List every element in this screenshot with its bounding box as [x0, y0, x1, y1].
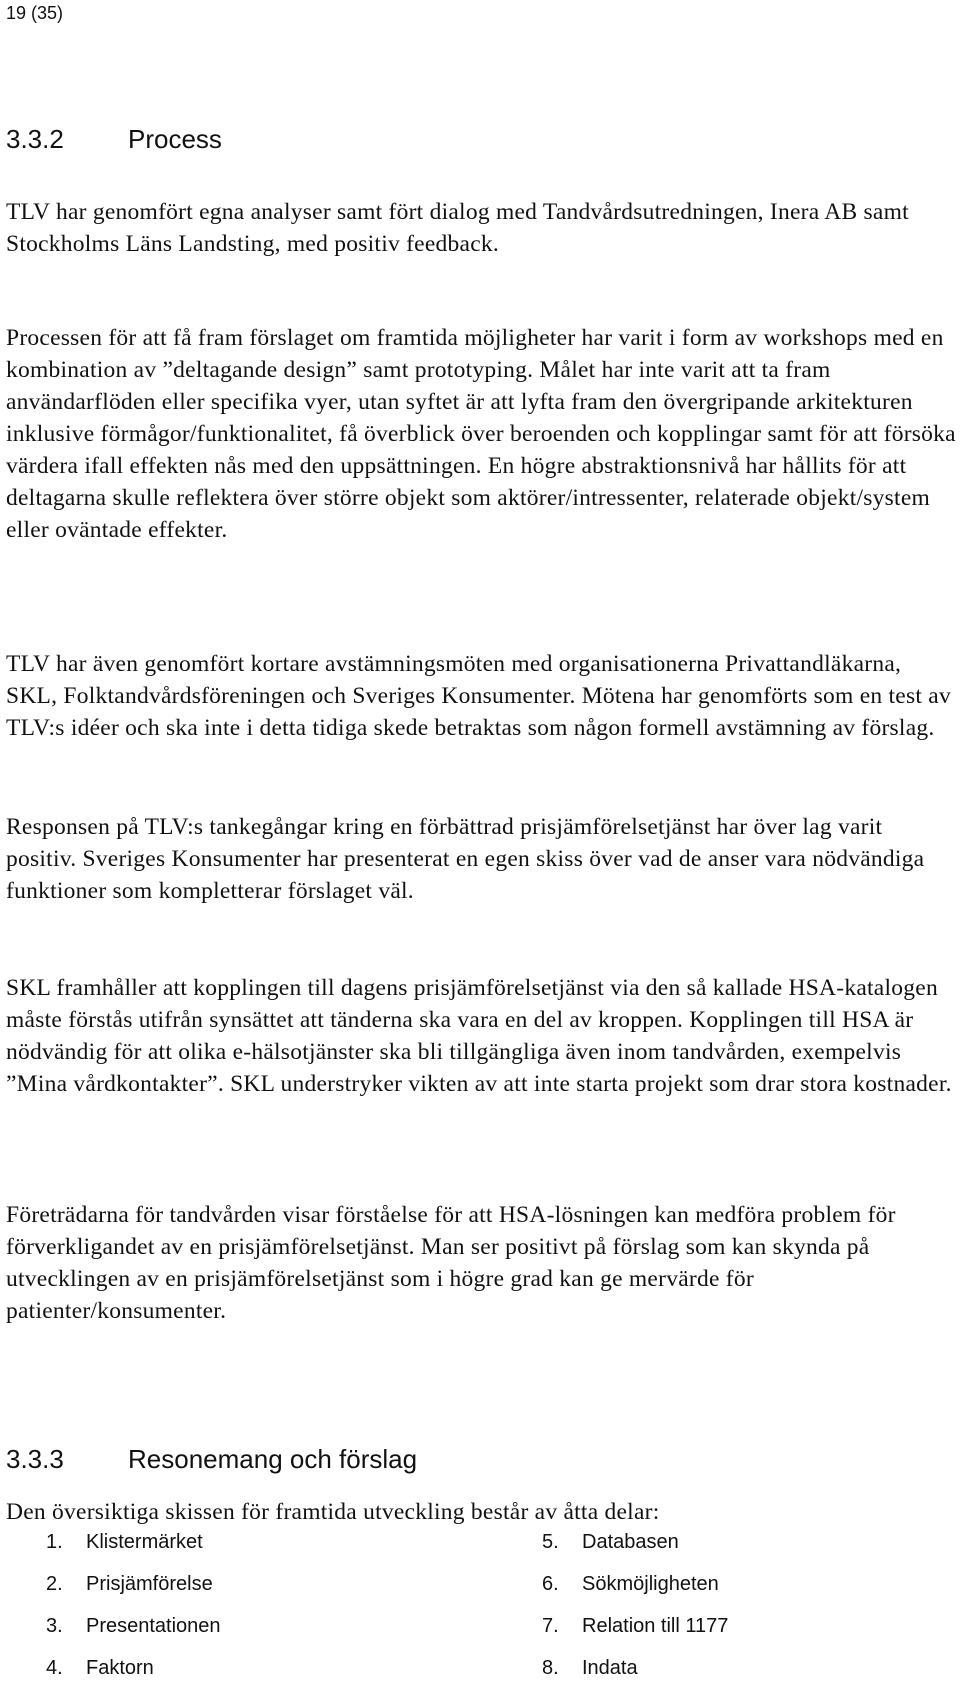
list-item-number: 8. [542, 1657, 559, 1679]
list-intro: Den översiktiga skissen för framtida utveckling består av åtta delar: [6, 1499, 660, 1525]
list-item [46, 1530, 221, 1572]
list-item [542, 1572, 728, 1614]
paragraph-workshops: Processen för att få fram förslaget om framtida möjligheter har varit i form av workshops med en kombination av ”deltagande design” samt prototyping. Målet har inte varit att ta fram användarflöden eller specifika vyer, utan syftet är att lyfta fram den övergripande arkitekturen inklusive förmågor/funktionalitet, få överblick över beroenden och kopplingar samt för att försöka värdera ifall effekten nås med den uppsättningen. En högre abstraktionsnivå har hållits för att deltagarna skulle reflektera över större objekt som aktörer/intressenter, relaterade objekt/system eller oväntade effekter. [6, 325, 956, 543]
paragraph-skl: SKL framhåller att kopplingen till dagens prisjämförelsetjänst via den så kallade HSA-katalogen måste förstås utifrån synsättet att tänderna ska vara en del av kroppen. Kopplingen till HSA är nödvändig för att olika e-hälsotjänster ska bli tillgängliga även inom tandvården, exempelvis ”Mina vårdkontakter”. SKL understryker vikten av att inte starta projekt som drar stora kostnader. [6, 975, 952, 1097]
list-item [542, 1656, 728, 1698]
list-item [46, 1572, 221, 1614]
paragraph-response: Responsen på TLV:s tankegångar kring en förbättrad prisjämförelsetjänst har över lag varit positiv. Sveriges Konsumenter har presenterat en egen skiss över vad de anser vara nödvändiga funktioner som kompletterar förslaget väl. [6, 814, 925, 904]
list-item-label: Indata [582, 1657, 638, 1679]
paragraph-representatives: Företrädarna för tandvården visar förståelse för att HSA-lösningen kan medföra problem för förverkligandet av en prisjämförelsetjänst. Man ser positivt på förslag som kan skynda på utvecklingen av en prisjämförelsetjänst som i högre grad kan ge mervärde för patienter/konsumenter. [6, 1202, 896, 1324]
paragraph-meetings: TLV har även genomfört kortare avstämningsmöten med organisationerna Privattandläkarna, SKL, Folktandvårdsföreningen och Sveriges Konsumenter. Mötena har genomförts som en test av TLV:s idéer och ska inte i detta tidiga skede betraktas som någon formell avstämning av förslag. [6, 651, 951, 741]
page-number: 19 (35) [6, 3, 64, 23]
section-heading-process [6, 124, 222, 154]
list-item-number: 4. [46, 1657, 63, 1679]
list-item-number: 3. [46, 1615, 63, 1637]
list-item-label: Sökmöjligheten [582, 1573, 719, 1595]
section-heading-resonemang [6, 1444, 417, 1474]
section-title: Process [128, 124, 222, 154]
list-item-label: Klistermärket [86, 1531, 203, 1553]
list-item-number: 2. [46, 1573, 63, 1595]
list-item [542, 1530, 728, 1572]
list-item-label: Faktorn [86, 1657, 154, 1679]
list-item-label: Databasen [582, 1531, 679, 1553]
list-item-number: 6. [542, 1573, 559, 1595]
parts-list-left [46, 1530, 221, 1698]
section-title: Resonemang och förslag [128, 1444, 418, 1474]
list-item-label: Relation till 1177 [582, 1615, 729, 1637]
list-item-number: 7. [542, 1615, 559, 1637]
list-item-label: Prisjämförelse [86, 1573, 213, 1595]
parts-list-right [542, 1530, 728, 1698]
paragraph-dialog: TLV har genomfört egna analyser samt fört dialog med Tandvårdsutredningen, Inera AB samt Stockholms Läns Landsting, med positiv feedback. [6, 199, 909, 257]
list-item [542, 1614, 728, 1656]
section-number: 3.3.2 [6, 124, 64, 154]
list-item-label: Presentationen [86, 1615, 221, 1637]
list-item [46, 1614, 221, 1656]
list-item [46, 1656, 221, 1698]
section-number: 3.3.3 [6, 1444, 64, 1474]
list-item-number: 5. [542, 1531, 559, 1553]
list-item-number: 1. [46, 1531, 63, 1553]
